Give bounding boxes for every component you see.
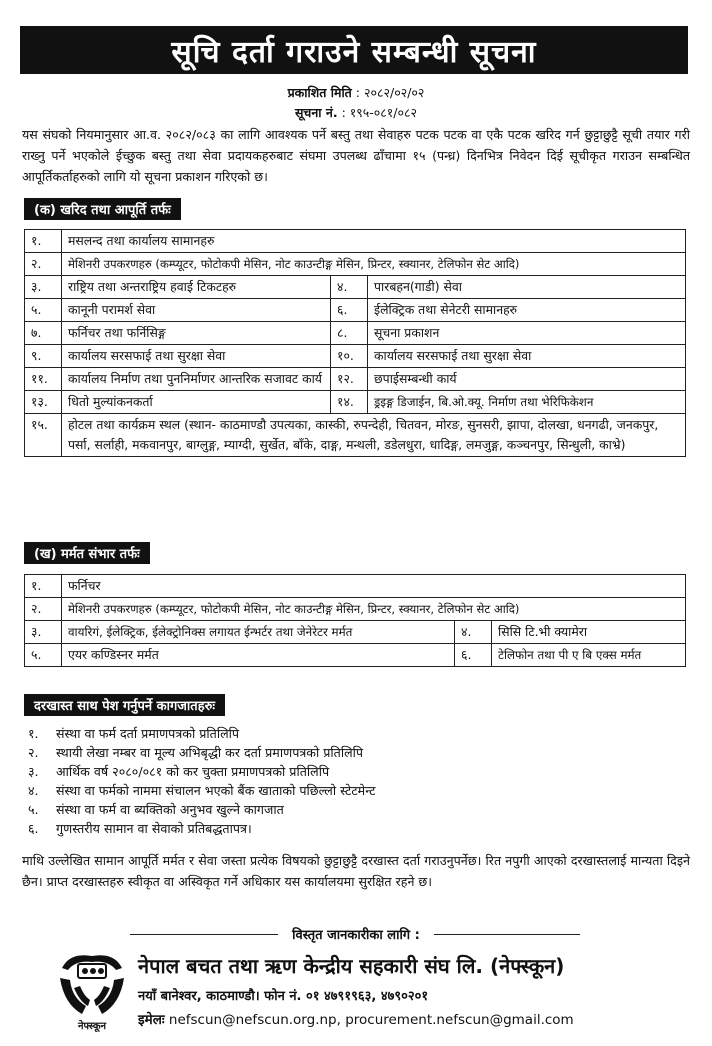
section-ka-table	[24, 229, 686, 457]
row-text: मेशिनरी उपकरणहरु (कम्प्यूटर, फोटोकपी मेसिन, नोट काउन्टीङ्ग मेसिन, प्रिन्टर, स्क्यानर, टेलिफोन सेट आदि)	[62, 253, 686, 276]
email-addresses[interactable]: nefscun@nefscun.org.np, procurement.nefscun@gmail.com	[168, 1012, 574, 1028]
table-row	[25, 345, 686, 368]
row-number: १३.	[25, 391, 62, 414]
item-text: संस्था वा फर्म दर्ता प्रमाणपत्रको प्रतिलिपि	[56, 726, 240, 741]
row-text: सूचना प्रकाशन	[368, 322, 686, 345]
organization-name: नेपाल बचत तथा ऋण केन्द्रीय सहकारी संघ लि. (नेफ्स्कून)	[138, 954, 565, 978]
table-row	[25, 253, 686, 276]
item-text: स्थायी लेखा नम्बर वा मूल्य अभिबृद्धी कर दर्ता प्रमाणपत्रको प्रतिलिपि	[56, 745, 364, 760]
row-number: १४.	[331, 391, 368, 414]
table-row	[25, 322, 686, 345]
row-number: १०.	[331, 345, 368, 368]
item-number: ४.	[28, 783, 39, 798]
row-text: सिसि टि.भी क्यामेरा	[492, 621, 686, 644]
row-number: ४.	[455, 621, 492, 644]
list-item	[28, 762, 688, 781]
list-item	[28, 743, 688, 762]
published-date-line: प्रकाशित मिति : २०८२/०२/०२	[287, 85, 425, 100]
item-number: १.	[28, 726, 39, 741]
row-number: ८.	[331, 322, 368, 345]
table-row	[25, 598, 686, 621]
notice-number-label: सूचना नं.	[294, 105, 338, 120]
item-number: ५.	[28, 802, 39, 817]
row-text: मेशिनरी उपकरणहरु (कम्प्यूटर, फोटोकपी मेसिन, नोट काउन्टीङ्ग मेसिन, प्रिन्टर, स्क्यानर, टेलिफोन सेट आदि)	[62, 598, 686, 621]
email-line	[138, 1010, 574, 1028]
row-text: कानूनी परामर्श सेवा	[62, 299, 331, 322]
notice-number-line: सूचना नं. : १९५-०८१/०८२	[294, 105, 417, 120]
row-text: पारबहन(गाडी) सेवा	[368, 276, 686, 299]
row-number: ५.	[25, 299, 62, 322]
table-row	[25, 644, 686, 667]
item-number: ३.	[28, 764, 39, 779]
row-number: १२.	[331, 368, 368, 391]
nefscun-logo	[56, 948, 128, 1034]
row-text: टेलिफोन तथा पी ए बि एक्स मर्मत	[492, 644, 686, 667]
table-row	[25, 368, 686, 391]
row-text: छपाईसम्बन्धी कार्य	[368, 368, 686, 391]
row-number: १.	[25, 230, 62, 253]
more-info-heading	[0, 925, 712, 943]
list-item	[28, 781, 688, 800]
row-text: ड्रइङ्ग डिजाईन, बि.ओ.क्यू. निर्माण तथा भेरिफिकेशन	[368, 391, 686, 414]
row-text: कार्यालय निर्माण तथा पुननिर्माणर आन्तरिक सजावट कार्य	[62, 368, 331, 391]
row-number: ६.	[455, 644, 492, 667]
row-text: होटल तथा कार्यक्रम स्थल (स्थान- काठमाण्डौ उपत्यका, कास्की, रुपन्देही, चितवन, मोरङ, सुनसरी, झापा, दोलखा, धनगढी, जनकपुर, पर्सा, सर्लाही, मकवानपुर, बाग्लुङ्ग, म्याग्दी, सुर्खेत, बाँके, दाङ्ग, मन्थली, डडेलधुरा, धादिङ्ग, लमजुङ्ग, कञ्चनपुर, सिन्धुली, काभ्रे)	[62, 414, 686, 457]
organization-address: नयाँ बानेश्वर, काठमाण्डौ। फोन नं. ०१ ४७९१९६३, ४७९०२०१	[138, 989, 429, 1004]
closing-paragraph: माथि उल्लेखित सामान आपूर्ति मर्मत र सेवा जस्ता प्रत्येक विषयको छुट्टाछुट्टै दरखास्त दर्ता गराउनुपर्नेछ। रित नपुगी आएको दरखास्तलाई मान्यता दिइने छैन। प्राप्त दरखास्तहरु स्वीकृत वा अस्विकृत गर्ने अधिकार यस कार्यालयमा सुरक्षित रहने छ।	[22, 853, 690, 889]
row-text: कार्यालय सरसफाई तथा सुरक्षा सेवा	[368, 345, 686, 368]
row-text: मसलन्द तथा कार्यालय सामानहरु	[62, 230, 686, 253]
more-info-label: विस्तृत जानकारीका लागि :	[278, 925, 434, 943]
section-ka-heading: (क) खरिद तथा आपूर्ति तर्फः	[24, 198, 181, 220]
table-row	[25, 575, 686, 598]
row-number: २.	[25, 598, 62, 621]
row-text: ईलेक्ट्रिक तथा सेनेटरी सामानहरु	[368, 299, 686, 322]
list-item	[28, 819, 688, 838]
table-row	[25, 299, 686, 322]
row-text: कार्यालय सरसफाई तथा सुरक्षा सेवा	[62, 345, 331, 368]
row-text: फर्निचर तथा फर्निसिङ्ग	[62, 322, 331, 345]
row-text: फर्निचर	[62, 575, 686, 598]
item-text: संस्था वा फर्मको नाममा संचालन भएको बैंक खाताको पछिल्लो स्टेटमेन्ट	[56, 783, 376, 798]
row-number: ३.	[25, 276, 62, 299]
published-date: २०८२/०२/०२	[363, 85, 425, 100]
row-text: राष्ट्रिय तथा अन्तराष्ट्रिय हवाई टिकटहरु	[62, 276, 331, 299]
email-label: इमेलः	[138, 1012, 165, 1028]
table-row	[25, 414, 686, 457]
item-number: ६.	[28, 821, 39, 836]
section-kha-heading: (ख) मर्मत संभार तर्फः	[24, 542, 150, 564]
row-text: धितो मुल्यांकनकर्ता	[62, 391, 331, 414]
row-number: ९.	[25, 345, 62, 368]
published-label: प्रकाशित मिति	[287, 85, 352, 100]
section-kha-table	[24, 574, 686, 667]
row-number: ६.	[331, 299, 368, 322]
list-item	[28, 724, 688, 743]
row-number: ७.	[25, 322, 62, 345]
row-text: वायरिगं, ईलेक्ट्रिक, ईलेक्ट्रोनिक्स लगायत ईन्भर्टर तथा जेनेरेटर मर्मत	[62, 621, 455, 644]
row-number: २.	[25, 253, 62, 276]
item-number: २.	[28, 745, 39, 760]
table-row	[25, 621, 686, 644]
item-text: गुणस्तरीय सामान वा सेवाको प्रतिबद्धतापत्र।	[56, 821, 252, 836]
row-number: १.	[25, 575, 62, 598]
row-number: ४.	[331, 276, 368, 299]
table-row	[25, 230, 686, 253]
item-text: आर्थिक वर्ष २०८०/०८१ को कर चुक्ता प्रमाणपत्रको प्रतिलिपि	[56, 764, 330, 779]
table-row	[25, 391, 686, 414]
row-number: ५.	[25, 644, 62, 667]
notice-title: सूचि दर्ता गराउने सम्बन्धी सूचना	[20, 26, 688, 74]
row-text: एयर कण्डिस्नर मर्मत	[62, 644, 455, 667]
notice-number: १९५-०८१/०८२	[349, 105, 417, 120]
list-item	[28, 800, 688, 819]
logo-caption: नेफ्स्कून	[77, 1021, 107, 1032]
item-text: संस्था वा फर्म वा ब्यक्तिको अनुभव खुल्ने कागजात	[56, 802, 284, 817]
row-number: १५.	[25, 414, 62, 457]
row-number: ३.	[25, 621, 62, 644]
intro-paragraph: यस संघको नियमानुसार आ.व. २०८२/०८३ का लागि आवश्यक पर्ने बस्तु तथा सेवाहरु पटक पटक वा एकै पटक खरिद गर्न छुट्टाछुट्टै सूची तयार गरी राख्नु पर्ने भएकोले ईच्छुक बस्तु तथा सेवा प्रदायकहरुबाट संघमा उपलब्ध ढाँचामा १५ (पन्ध्र) दिनभित्र निवेदन दिई सूचीकृत गराउन सम्बन्धित आपूर्तिकर्ताहरुको लागि यो सूचना प्रकाशन गरिएको छ।	[22, 127, 690, 184]
row-number: ११.	[25, 368, 62, 391]
documents-list	[28, 724, 688, 838]
documents-heading: दरखास्त साथ पेश गर्नुपर्ने कागजातहरुः	[24, 694, 225, 716]
table-row	[25, 276, 686, 299]
